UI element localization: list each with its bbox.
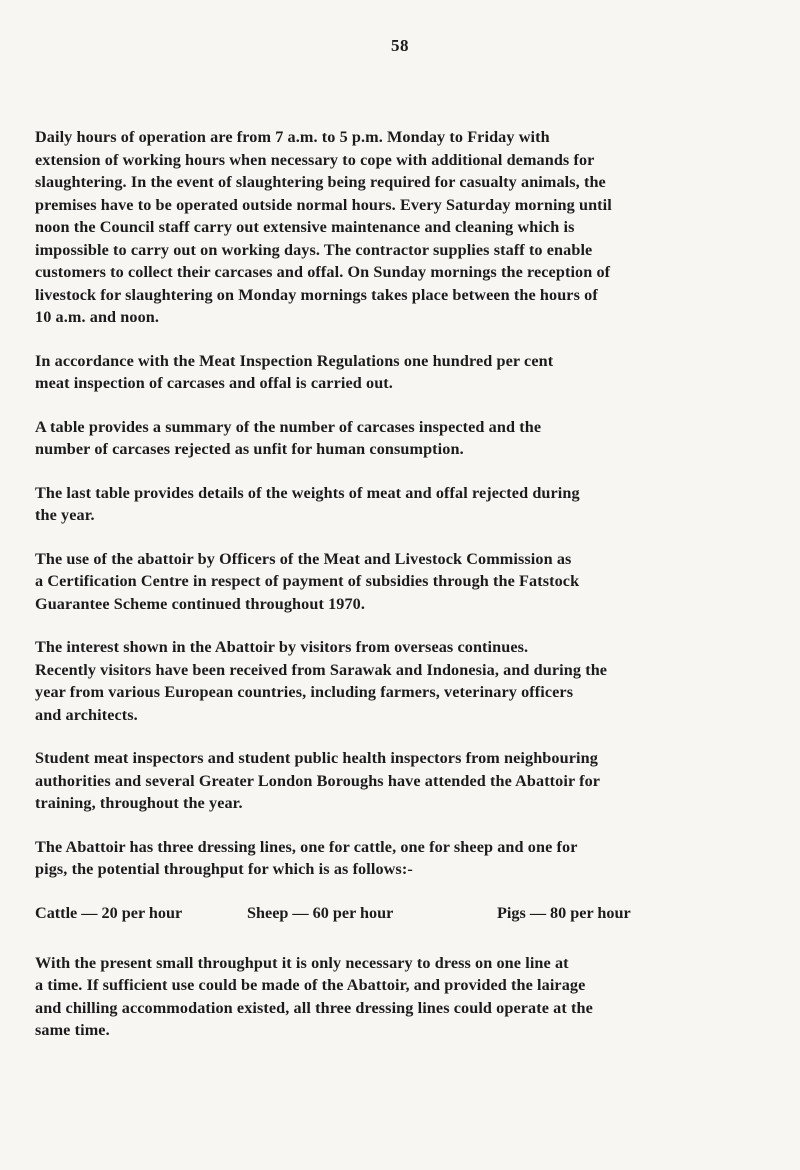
- rate-pigs: Pigs — 80 per hour: [497, 903, 631, 922]
- throughput-rates: [35, 902, 780, 924]
- paragraph-dressing-lines: The Abattoir has three dressing lines, one for cattle, one for sheep and one for pigs, the potential throughput for which is as follows:-: [35, 837, 578, 878]
- paragraph-hours-of-operation: Daily hours of operation are from 7 a.m. to 5 p.m. Monday to Friday with extension of working hours when necessary to cope with additional demands for slaughtering. In the event of slaughtering being required for casualty animals, the premises have to be operated outside normal hours. Every Saturday morning until noon the Council staff carry out extensive maintenance and cleaning which is impossible to carry out on working days. The contractor supplies staff to enable customers to collect their carcases and offal. On Sunday mornings the reception of livestock for slaughtering on Monday mornings takes place between the hours of 10 a.m. and noon.: [35, 128, 612, 326]
- paragraph-carcases-table: A table provides a summary of the number of carcases inspected and the number of carcases rejected as unfit for human consumption.: [35, 417, 542, 458]
- paragraph-student-inspectors: Student meat inspectors and student public health inspectors from neighbouring authorities and several Greater London Boroughs have attended the Abattoir for training, throughout the year.: [35, 749, 601, 812]
- page-number: 58: [391, 36, 409, 55]
- document-body: [35, 126, 780, 1063]
- paragraph-single-line-operation: With the present small throughput it is only necessary to dress on one line at a time. If sufficient use could be made of the Abattoir, and provided the lairage and chilling accommodation existed, all three dressing lines could operate at the same time.: [35, 953, 593, 1039]
- paragraph-meat-inspection: In accordance with the Meat Inspection Regulations one hundred per cent meat inspection of carcases and offal is carried out.: [35, 351, 554, 392]
- paragraph-overseas-visitors: The interest shown in the Abattoir by visitors from overseas continues. Recently visitors have been received from Sarawak and Indonesia, and during the year from various European countries, including farmers, veterinary officers and architects.: [35, 638, 608, 724]
- paragraph-certification-centre: The use of the abattoir by Officers of the Meat and Livestock Commission as a Certification Centre in respect of payment of subsidies through the Fatstock Guarantee Scheme continued throughout 1970.: [35, 549, 580, 613]
- rate-cattle: Cattle — 20 per hour: [35, 903, 183, 922]
- rate-sheep: Sheep — 60 per hour: [247, 903, 394, 922]
- paragraph-weights-table: The last table provides details of the weights of meat and offal rejected during the year.: [35, 483, 580, 524]
